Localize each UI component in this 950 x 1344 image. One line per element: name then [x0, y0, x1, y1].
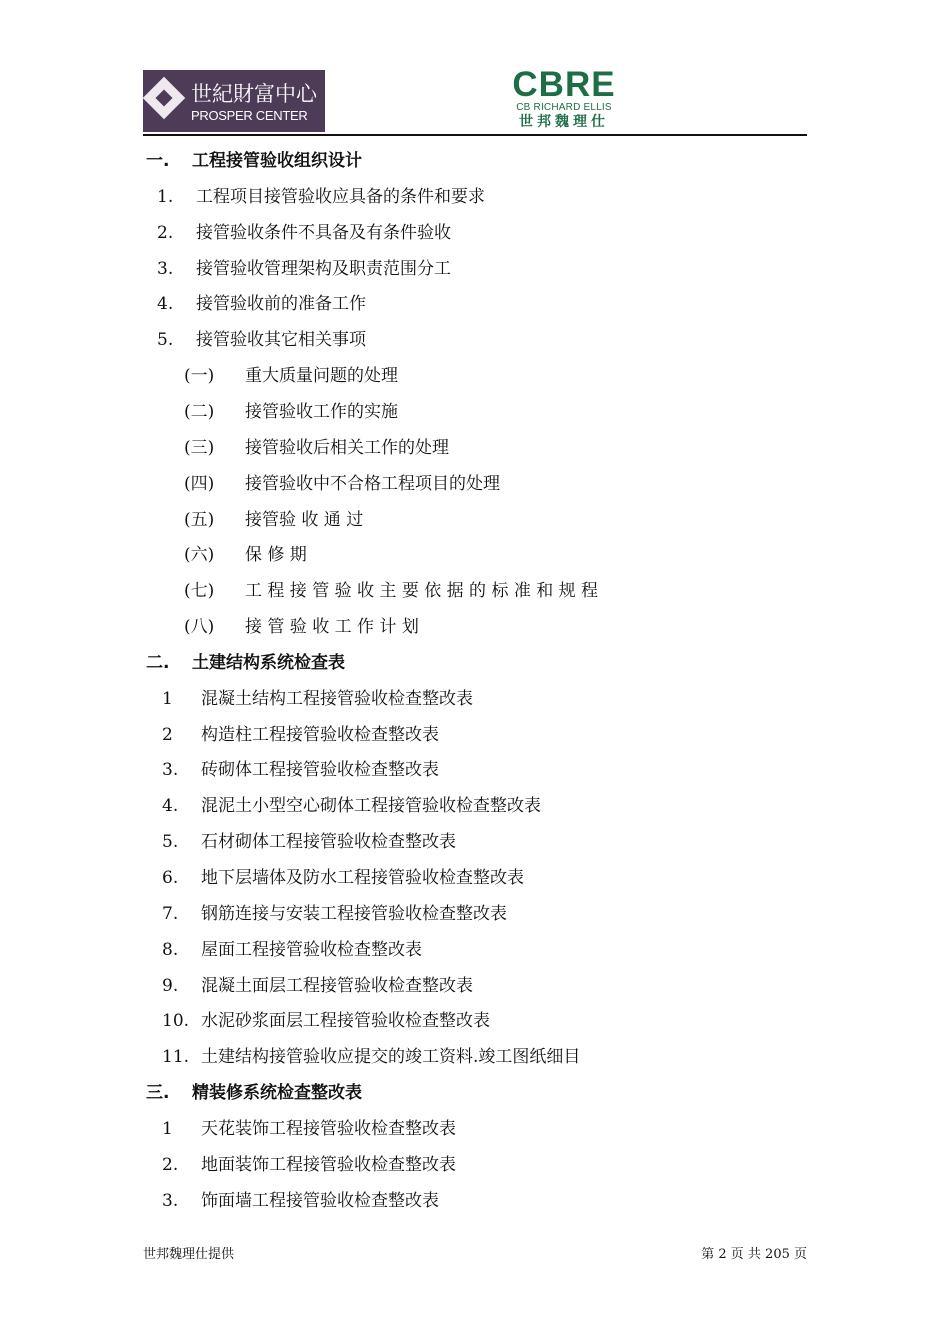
toc-item — [0, 717, 950, 753]
toc-title: 工程接管验收组织设计 — [192, 151, 362, 171]
toc-number: (二) — [184, 401, 215, 422]
toc-item — [0, 179, 950, 215]
toc-number: 5. — [162, 832, 179, 853]
toc-item — [0, 968, 950, 1004]
toc-number: (八) — [184, 617, 215, 638]
toc-title: 重大质量问题的处理 — [245, 366, 398, 387]
page-header — [143, 65, 807, 136]
cbre-logo-cn: 世邦魏理仕 — [519, 114, 609, 130]
toc-title: 接管验收工作的实施 — [245, 401, 398, 422]
toc-number: (四) — [184, 473, 215, 494]
footer-provider: 世邦魏理仕提供 — [143, 1247, 235, 1262]
toc-item — [0, 1003, 950, 1039]
diamond-logo-icon — [143, 77, 185, 119]
cbre-logo — [505, 65, 623, 134]
toc-number: 3. — [162, 760, 179, 781]
cbre-logo-text: CBRE — [512, 65, 616, 104]
toc-number: 2. — [162, 1154, 179, 1175]
toc-title: 混泥土小型空心砌体工程接管验收检查整改表 — [201, 796, 541, 817]
toc-number: 7. — [162, 903, 179, 924]
toc-title: 接管验收前的准备工作 — [196, 294, 366, 315]
toc-item — [0, 1111, 950, 1147]
toc-item — [0, 752, 950, 788]
toc-number: 3. — [162, 1190, 179, 1211]
toc-title: 接管验 收 通 过 — [245, 509, 364, 530]
toc-title: 工程项目接管验收应具备的条件和要求 — [196, 186, 485, 207]
toc-title: 接管验收管理架构及职责范围分工 — [196, 258, 451, 279]
toc-item — [0, 286, 950, 322]
toc-item — [0, 824, 950, 860]
toc-number: 3. — [157, 258, 174, 279]
toc-number: 2. — [157, 222, 174, 243]
toc-title: 接管验收后相关工作的处理 — [245, 437, 449, 458]
toc-title: 屋面工程接管验收检查整改表 — [201, 939, 422, 960]
toc-title: 工 程 接 管 验 收 主 要 依 据 的 标 准 和 规 程 — [245, 581, 599, 602]
toc-number: 1 — [162, 688, 173, 709]
toc-item — [0, 1039, 950, 1075]
toc-section — [0, 143, 950, 179]
toc-title: 饰面墙工程接管验收检查整改表 — [201, 1190, 439, 1211]
toc-item — [0, 932, 950, 968]
toc-title: 石材砌体工程接管验收检查整改表 — [201, 832, 456, 853]
toc-title: 钢筋连接与安装工程接管验收检查整改表 — [201, 903, 507, 924]
toc-title: 接 管 验 收 工 作 计 划 — [245, 617, 419, 638]
toc-item — [0, 322, 950, 358]
toc-number: 10. — [162, 1011, 190, 1032]
toc-number: 1 — [162, 1118, 173, 1139]
toc-title: 砖砌体工程接管验收检查整改表 — [201, 760, 439, 781]
toc-number: (一) — [184, 366, 215, 387]
toc-title: 混凝土面层工程接管验收检查整改表 — [201, 975, 473, 996]
toc-title: 土建结构接管验收应提交的竣工资料.竣工图纸细目 — [201, 1047, 581, 1068]
toc-title: 精装修系统检查整改表 — [192, 1083, 362, 1104]
toc-number: 三. — [146, 1083, 170, 1104]
toc-item — [0, 430, 950, 466]
toc-item — [0, 394, 950, 430]
toc-item — [0, 358, 950, 394]
toc-title: 接管验收其它相关事项 — [196, 330, 366, 351]
toc-number: (七) — [184, 581, 215, 602]
toc-item — [0, 251, 950, 287]
toc-section — [0, 645, 950, 681]
toc-title: 水泥砂浆面层工程接管验收检查整改表 — [201, 1011, 490, 1032]
toc-number: 9. — [162, 975, 179, 996]
cbre-logo-subtitle: CB RICHARD ELLIS — [516, 102, 612, 113]
toc-item — [0, 466, 950, 502]
toc-title: 构造柱工程接管验收检查整改表 — [201, 724, 439, 745]
toc-number: 1. — [157, 186, 174, 207]
toc-item — [0, 609, 950, 645]
prosper-center-logo — [143, 70, 325, 132]
toc-number: 11. — [162, 1047, 190, 1068]
toc-item — [0, 681, 950, 717]
toc-item — [0, 537, 950, 573]
header-divider — [143, 134, 807, 136]
footer-page-number: 第 2 页 共 205 页 — [701, 1247, 807, 1262]
toc-title: 接管验收中不合格工程项目的处理 — [245, 473, 500, 494]
toc-item — [0, 1183, 950, 1219]
toc-item — [0, 860, 950, 896]
toc-item — [0, 1147, 950, 1183]
toc-number: (三) — [184, 437, 215, 458]
toc-item — [0, 573, 950, 609]
logo-cn-text: 世紀財富中心 — [191, 82, 317, 106]
toc-number: 4. — [162, 796, 179, 817]
toc-title: 土建结构系统检查表 — [192, 652, 345, 673]
toc-number: (五) — [184, 509, 215, 530]
toc-item — [0, 788, 950, 824]
toc-title: 保 修 期 — [245, 545, 307, 566]
toc-title: 接管验收条件不具备及有条件验收 — [196, 222, 451, 243]
toc-title: 地下层墙体及防水工程接管验收检查整改表 — [201, 868, 524, 888]
toc-number: (六) — [184, 545, 215, 566]
toc-number: 一. — [146, 151, 170, 171]
toc-item — [0, 502, 950, 538]
page-footer — [143, 1243, 807, 1267]
toc-title: 地面装饰工程接管验收检查整改表 — [201, 1154, 456, 1175]
toc-number: 4. — [157, 294, 174, 315]
toc-number: 8. — [162, 939, 179, 960]
toc-number: 2 — [162, 724, 173, 745]
toc-number: 6. — [162, 868, 179, 888]
toc-item — [0, 215, 950, 251]
toc-section — [0, 1075, 950, 1111]
logo-en-text: PROSPER CENTER — [191, 108, 308, 123]
toc-number: 5. — [157, 330, 174, 351]
toc-title: 混凝土结构工程接管验收检查整改表 — [201, 688, 473, 709]
toc-number: 二. — [146, 652, 170, 673]
toc-item — [0, 896, 950, 932]
toc-title: 天花装饰工程接管验收检查整改表 — [201, 1118, 456, 1139]
